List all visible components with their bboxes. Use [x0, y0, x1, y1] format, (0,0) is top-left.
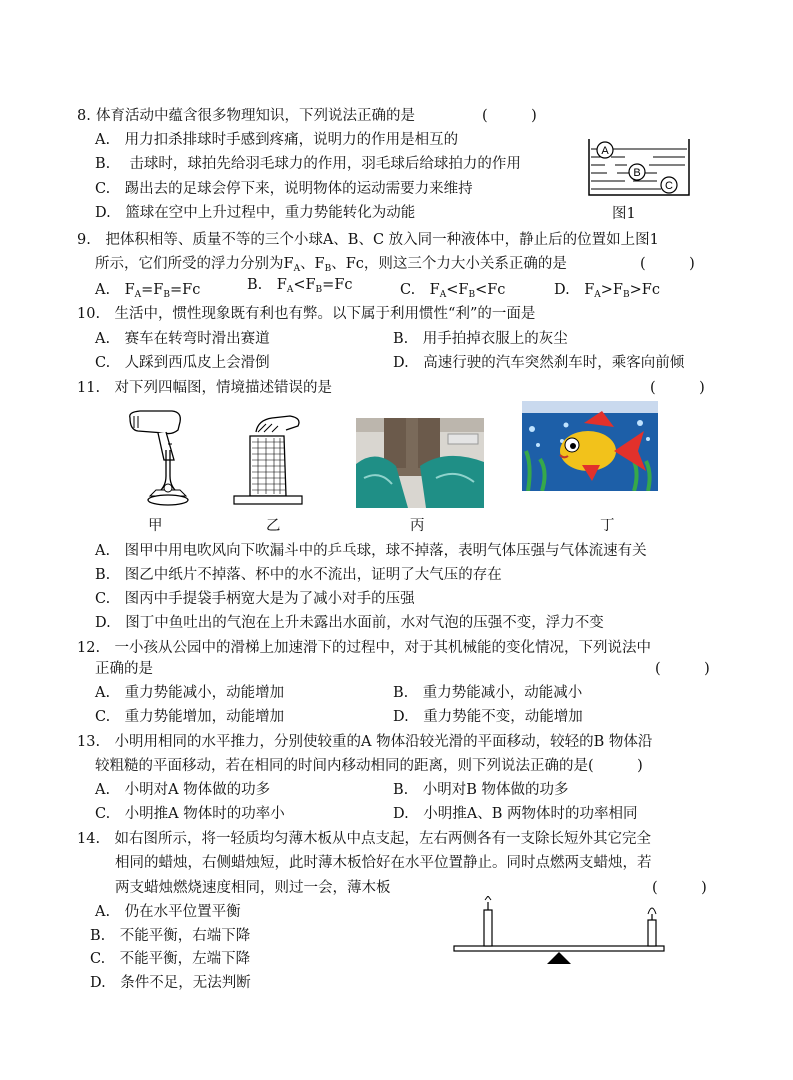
q10-option-c: C. 人踩到西瓜皮上会滑倒	[95, 355, 270, 371]
q10-stem: 10. 生活中，惯性现象既有利也有弊。以下属于利用惯性“利”的一面是	[77, 306, 536, 322]
q9-option-a: A. $F_A=F_B=Fc$	[95, 282, 201, 300]
q8-answer-paren: ( )	[482, 108, 537, 124]
q10-option-b: B. 用手拍掉衣服上的灰尘	[393, 331, 568, 347]
q11-option-a: A. 图甲中用电吹风向下吹漏斗中的乒乓球，球不掉落，表明气体压强与气体流速有关	[95, 543, 647, 559]
q14-line-3: 两支蜡烛燃烧速度相同，则过一会，薄木板	[115, 880, 391, 896]
q12-answer-paren: ( )	[655, 661, 710, 677]
q12-line-2: 正确的是	[95, 661, 153, 677]
figure-jia-hair-dryer	[120, 408, 205, 513]
q8-option-a: A. 用力扣杀排球时手感到疼痛，说明力的作用是相互的	[95, 132, 459, 148]
q12-line-1: 12. 一小孩从公园中的滑梯上加速滑下的过程中，对于其机械能的变化情况，下列说法中	[77, 640, 652, 656]
figure-label-bing: 丙	[410, 518, 425, 534]
q8-option-b: B. 击球时，球拍先给羽毛球力的作用，羽毛球后给球拍力的作用	[95, 156, 521, 172]
figure-label-yi: 乙	[266, 518, 281, 534]
q12-option-a: A. 重力势能减小，动能增加	[95, 685, 285, 701]
q10-option-a: A. 赛车在转弯时滑出赛道	[95, 331, 270, 347]
q14-option-c: C. 不能平衡，左端下降	[90, 951, 251, 967]
figure-label-jia: 甲	[148, 518, 163, 534]
q9-answer-paren: ( )	[640, 256, 695, 272]
q12-option-b: B. 重力势能减小，动能减小	[393, 685, 583, 701]
q13-line-2: 较粗糙的平面移动，若在相同的时间内移动相同的距离，则下列说法正确的是( )	[95, 758, 643, 774]
q13-option-a: A. 小明对A 物体做的功多	[95, 782, 271, 798]
q8-option-c: C. 踢出去的足球会停下来，说明物体的运动需要力来维持	[95, 181, 473, 197]
q9-option-c: C. $F_A<F_B<Fc$	[400, 282, 506, 300]
q14-line-1: 14. 如右图所示，将一轻质均匀薄木板从中点支起，左右两侧各有一支除长短外其它完全	[77, 831, 652, 847]
q14-line-2: 相同的蜡烛，右侧蜡烛短，此时薄木板恰好在水平位置静止。同时点燃两支蜡烛，若	[115, 855, 652, 871]
q8-stem: 体育活动中蕴含很多物理知识，下列说法正确的是	[96, 108, 415, 124]
figure-1-liquid-container	[585, 135, 695, 200]
q13-option-c: C. 小明推A 物体时的功率小	[95, 806, 285, 822]
figure-1-caption: 图1	[612, 206, 636, 222]
q14-answer-paren: ( )	[652, 880, 707, 896]
q11-option-d: D. 图丁中鱼吐出的气泡在上升未露出水面前，水对气泡的压强不变，浮力不变	[95, 615, 604, 631]
q9-option-d: D. $F_A>F_B>Fc$	[554, 282, 660, 300]
ball-a-label: A	[601, 145, 609, 157]
q13-option-b: B. 小明对B 物体做的功多	[393, 782, 569, 798]
fulcrum	[547, 952, 571, 964]
figure-candle-lever	[452, 896, 672, 968]
q11-answer-paren: ( )	[650, 380, 705, 396]
right-candle	[648, 920, 656, 946]
ball-b-label: B	[633, 167, 641, 179]
q11-option-b: B. 图乙中纸片不掉落、杯中的水不流出，证明了大气压的存在	[95, 567, 502, 583]
q14-option-d: D. 条件不足，无法判断	[90, 975, 251, 991]
q13-line-1: 13. 小明用相同的水平推力，分别使较重的A 物体沿较光滑的平面移动，较轻的B 物体沿	[77, 734, 653, 750]
q8-option-d: D. 篮球在空中上升过程中，重力势能转化为动能	[95, 205, 416, 221]
q14-option-b: B. 不能平衡，右端下降	[90, 928, 251, 944]
left-candle	[484, 910, 492, 946]
q12-option-c: C. 重力势能增加，动能增加	[95, 709, 285, 725]
q8-number: 8.	[77, 108, 91, 124]
ball-c-label: C	[665, 180, 673, 192]
q11-stem: 11. 对下列四幅图，情境描述错误的是	[77, 380, 333, 396]
figure-label-ding: 丁	[600, 518, 615, 534]
q10-option-d: D. 高速行驶的汽车突然刹车时，乘客向前倾	[393, 355, 685, 371]
q9-line-1: 9. 把体积相等、质量不等的三个小球A、B、C 放入同一种液体中，静止后的位置如上图1	[77, 232, 659, 248]
q13-option-d: D. 小明推A、B 两物体时的功率相同	[393, 806, 638, 822]
figure-bing-shopping-bags	[356, 418, 484, 508]
q9-option-b: B. $F_A<F_B=Fc$	[247, 277, 353, 295]
q14-option-a: A. 仍在水平位置平衡	[95, 904, 241, 920]
wooden-board	[454, 946, 664, 951]
q11-option-c: C. 图丙中手提袋手柄宽大是为了减小对手的压强	[95, 591, 415, 607]
figure-ding-fish-bubbles	[522, 401, 658, 491]
q12-option-d: D. 重力势能不变，动能增加	[393, 709, 583, 725]
figure-yi-cup-with-paper	[228, 412, 308, 507]
q9-line-2: 所示，它们所受的浮力分别为$F_A$、$F_B$、Fc，则这三个力大小关系正确的是	[95, 256, 567, 274]
